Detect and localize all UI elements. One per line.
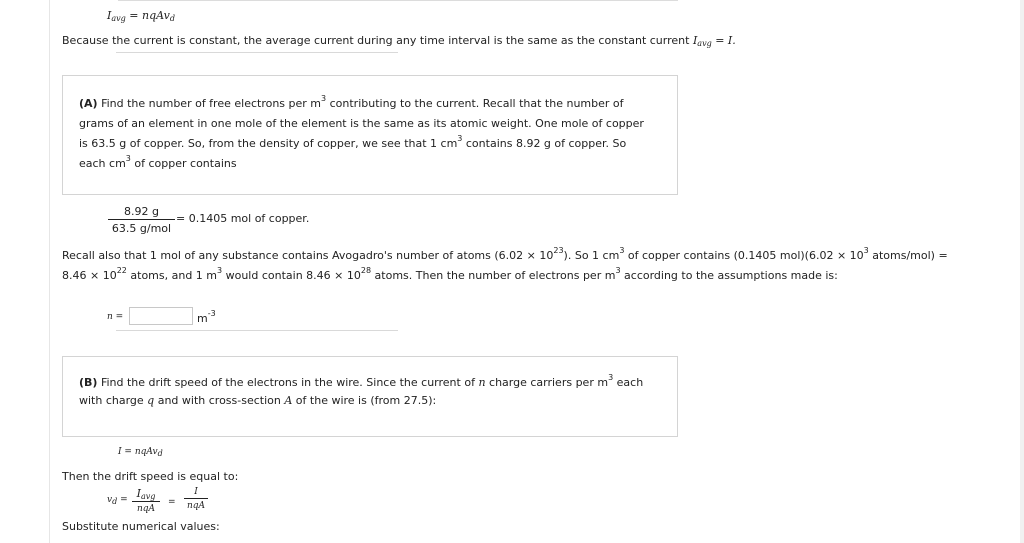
- drift-fraction-1: $I_{avg}$ nqA: [132, 487, 160, 514]
- n-label: n =: [107, 312, 124, 322]
- copper-result: = 0.1405 mol of copper.: [176, 212, 310, 225]
- current-equation: I = nqAv$_d$: [118, 447, 163, 458]
- drift-intro: Then the drift speed is equal to:: [62, 470, 239, 483]
- part-b-box: [62, 356, 678, 437]
- intro-underline: [116, 52, 398, 53]
- n-underline: [116, 330, 398, 331]
- recall-line-2: $8.46 \times 10^{22}$ atoms, and 1 $m^3$ would contain $8.46 \times 10^{28}$ atoms. Then the number of electrons per $m^3$ according to the assumptions made is:: [62, 266, 838, 282]
- substitute-text: Substitute numerical values:: [62, 520, 220, 533]
- n-unit: $m^{-3}$: [197, 309, 216, 325]
- top-divider: [118, 0, 678, 1]
- drift-fraction-2: I nqA: [184, 487, 208, 511]
- part-a-text: (A) Find the number of free electrons per $m^3$ contributing to the current. Recall that the number of grams of an element in one mole of the element is the same as its atomic weight. One mole of copper is 63.5 g of copper. So, from the density of copper, we see that 1 $cm^3$ contains 8.92 g of copper. So each $cm^3$ of copper contains: [79, 94, 644, 170]
- copper-fraction: 8.92 g 63.5 g/mol: [108, 205, 175, 235]
- drift-lhs: $v_d$ =: [107, 495, 128, 506]
- part-a-box: [62, 75, 678, 195]
- left-margin-line: [49, 0, 50, 543]
- drift-equals: =: [168, 497, 176, 507]
- recall-line-1: Recall also that 1 mol of any substance contains Avogadro's number of atoms $(6.02 \times 10^{23})$. So 1 $cm^3$ of copper contains (0.1405 $mol)(6.02 \times 10^3$ atoms/mol) =: [62, 246, 948, 262]
- top-equation: $I_{avg}$ = nqAv$_d$: [107, 9, 175, 23]
- right-scroll-edge: [1020, 0, 1024, 543]
- n-answer-input[interactable]: [129, 307, 193, 325]
- part-b-text: (B) Find the drift speed of the electrons in the wire. Since the current of n charge carriers per $m^3$ each with charge q and with cross-section A of the wire is (from 27.5):: [79, 373, 644, 407]
- intro-text: Because the current is constant, the average current during any time interval is the same as the constant current $I_{avg} = I$.: [62, 34, 736, 48]
